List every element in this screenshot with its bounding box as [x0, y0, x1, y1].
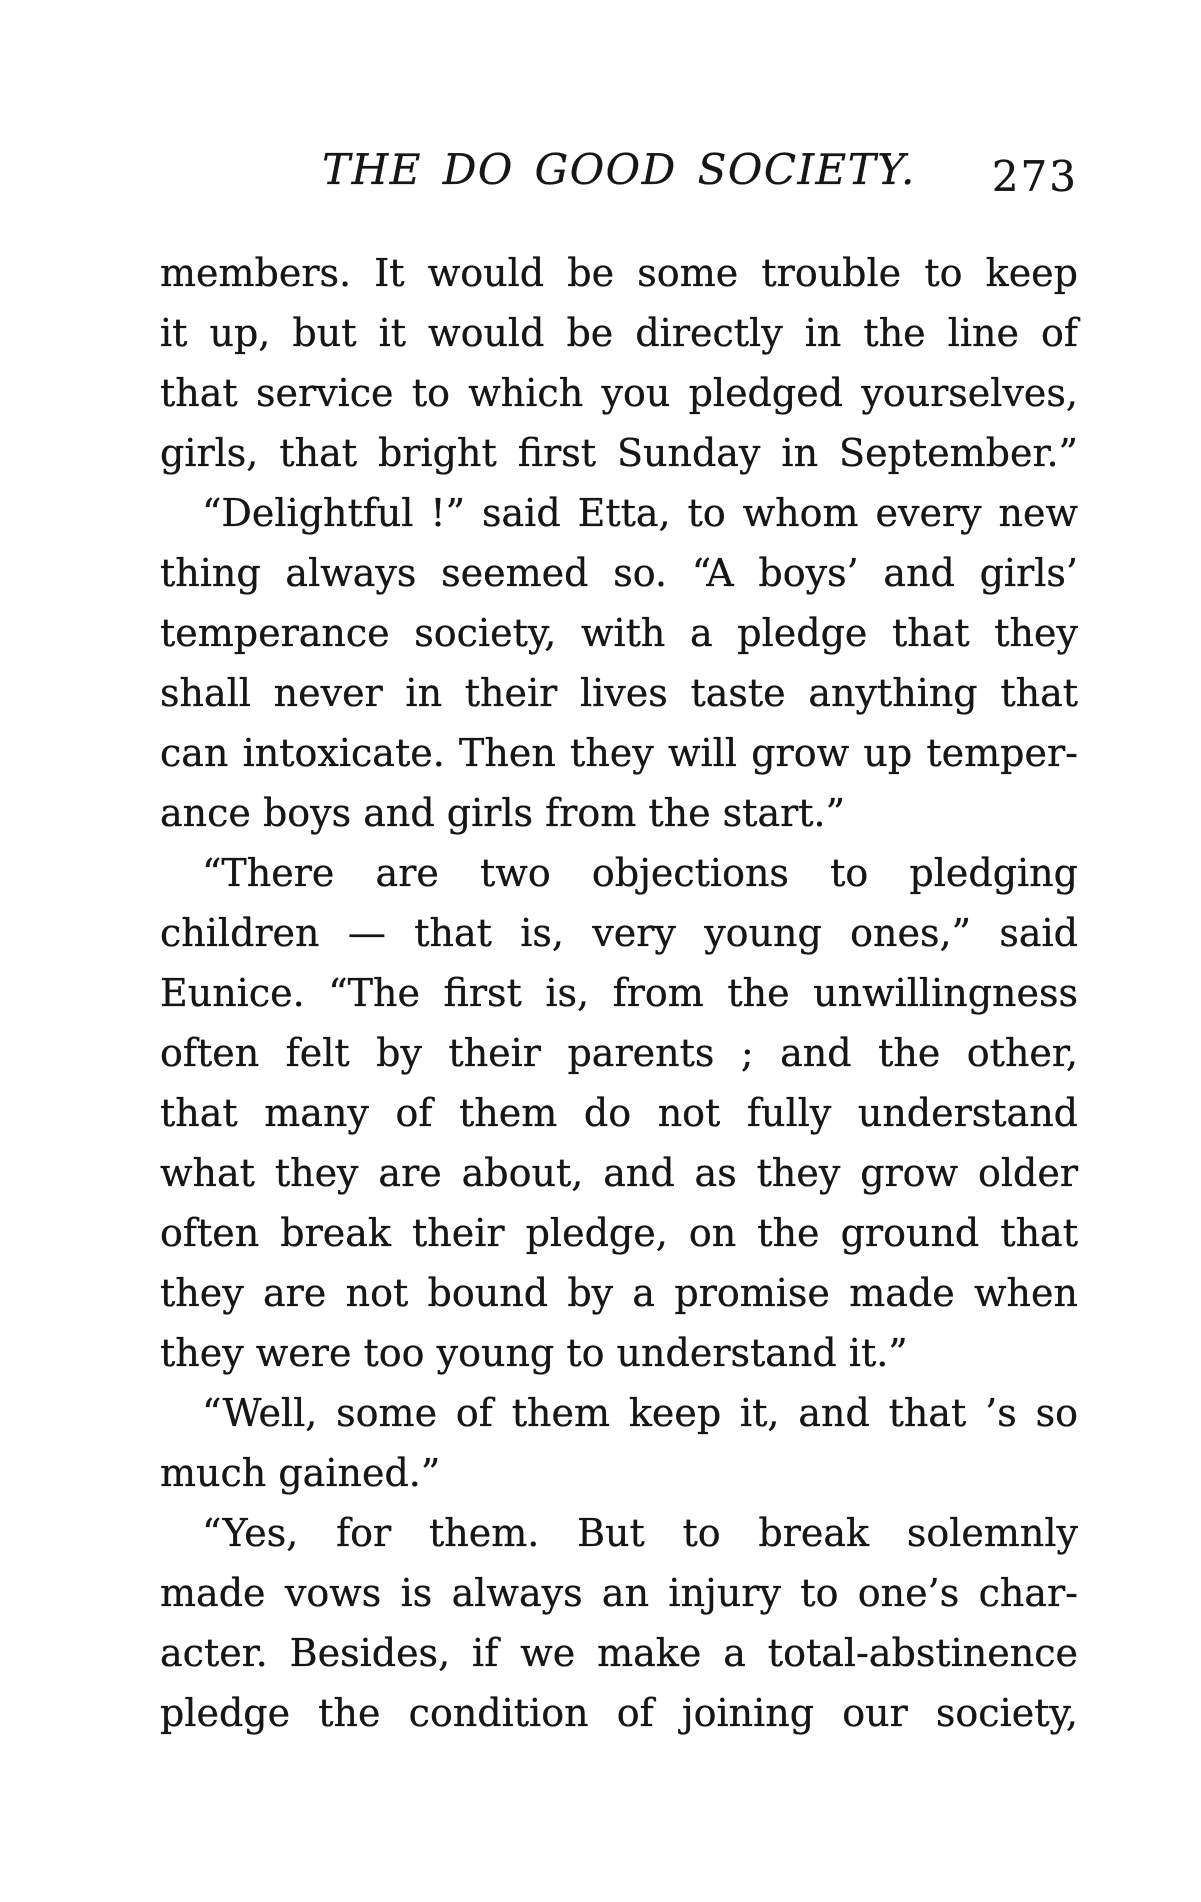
text-line: ance boys and girls from the start.”	[160, 791, 846, 835]
text-line: “Delightful !” said Etta, to whom every new	[202, 491, 1078, 535]
text-line: pledge the condition of joining our society,	[160, 1691, 1078, 1735]
text-line: much gained.”	[160, 1451, 441, 1495]
body-text	[160, 243, 1078, 1743]
page-number: 273	[991, 152, 1078, 201]
text-line: can intoxicate. Then they will grow up temper-	[160, 731, 1078, 775]
text-line: temperance society, with a pledge that they	[160, 611, 1078, 655]
text-line: that service to which you pledged yourselves,	[160, 371, 1078, 415]
page-header	[160, 140, 1078, 202]
text-line: shall never in their lives taste anything that	[160, 671, 1078, 715]
text-line: girls, that bright first Sunday in September.”	[160, 431, 1078, 475]
text-line: members. It would be some trouble to keep	[160, 251, 1078, 295]
text-line: thing always seemed so. “A boys’ and girls’	[160, 551, 1078, 595]
running-title: THE DO GOOD SOCIETY.	[322, 145, 916, 194]
text-line: often break their pledge, on the ground that	[160, 1211, 1078, 1255]
text-line: Eunice. “The first is, from the unwillingness	[160, 971, 1078, 1015]
text-line: “There are two objections to pledging	[202, 851, 1078, 895]
text-line: they were too young to understand it.”	[160, 1331, 908, 1375]
text-line: what they are about, and as they grow older	[160, 1151, 1078, 1195]
text-line: acter. Besides, if we make a total-abstinence	[160, 1631, 1078, 1675]
text-line: it up, but it would be directly in the line of	[160, 311, 1078, 355]
text-line: “Well, some of them keep it, and that ’s so	[202, 1391, 1078, 1435]
text-line: “Yes, for them. But to break solemnly	[202, 1511, 1078, 1555]
text-line: children — that is, very young ones,” said	[160, 911, 1078, 955]
text-line: that many of them do not fully understand	[160, 1091, 1078, 1135]
text-line: made vows is always an injury to one’s char-	[160, 1571, 1078, 1615]
text-line: they are not bound by a promise made when	[160, 1271, 1078, 1315]
text-line: often felt by their parents ; and the other,	[160, 1031, 1078, 1075]
